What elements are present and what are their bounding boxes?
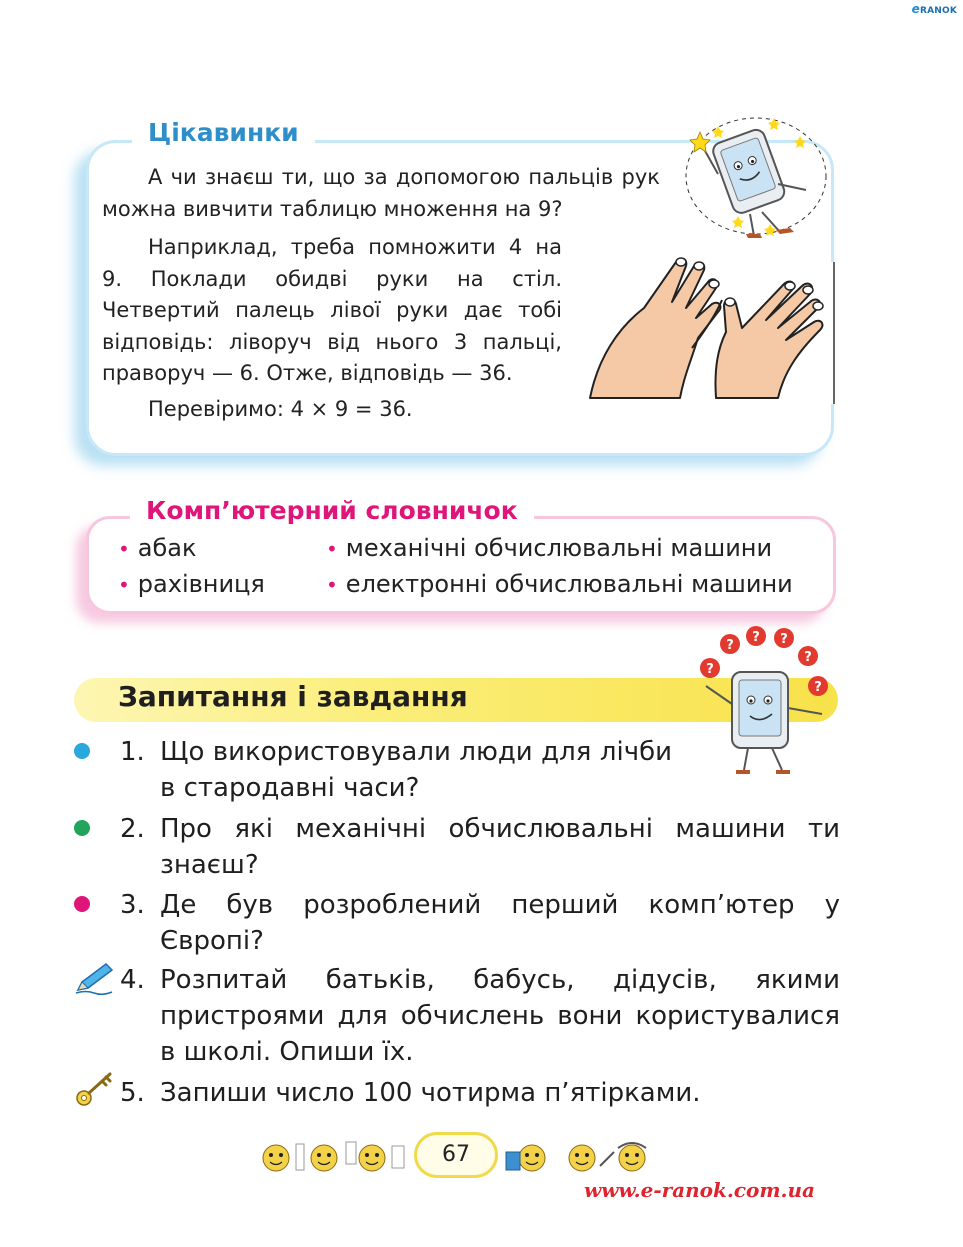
smiley-mascots-left-icon — [258, 1136, 408, 1176]
svg-text:?: ? — [780, 632, 788, 647]
tablet-mascot-question-icon — [688, 624, 836, 778]
publisher-logo: eRANOK — [911, 2, 957, 16]
dictionary-item: • абак — [118, 534, 197, 562]
questions-title: Запитання і завдання — [118, 680, 468, 713]
tablet-mascot-wand-icon — [678, 112, 828, 242]
svg-text:?: ? — [814, 680, 822, 695]
question-4: 4. Розпитай батьків, бабусь, дідусів, якими пристроями для обчислень вони користувалися в школі. Опиши їх. — [120, 965, 840, 1067]
question-3-bullet-icon — [74, 896, 90, 912]
bullet-icon: • — [326, 573, 338, 597]
dictionary-item: • електронні обчислювальні машини — [326, 570, 793, 598]
question-1: 1. Що використовували люди для лічби в стародавні часи? — [120, 737, 672, 803]
svg-text:?: ? — [752, 630, 760, 645]
svg-text:?: ? — [804, 650, 812, 665]
dictionary-box — [86, 516, 836, 614]
question-1-bullet-icon — [74, 743, 90, 759]
bullet-icon: • — [118, 537, 130, 561]
dictionary-item: • рахівниця — [118, 570, 265, 598]
question-2: 2. Про які механічні обчислювальні машини ти знаєш? — [120, 814, 840, 880]
hands-illustration-icon — [588, 248, 836, 404]
question-5: 5. Запиши число 100 чотирма п’ятірками. — [120, 1078, 701, 1108]
fact-paragraph-2: Наприклад, треба помножити 4 на 9. Поклади обидві руки на стіл. Четвертий палець лівої руки дає тобі відповідь: ліворуч від нього 3 пальці, праворуч — 6. Отже, відповідь — 36. — [102, 235, 562, 385]
page-number: 67 — [414, 1132, 498, 1178]
bullet-icon: • — [326, 537, 338, 561]
fact-paragraph-1: А чи знаєш ти, що за допомогою пальців рук можна вивчити таблицю множення на 9? — [102, 165, 660, 221]
website-link[interactable]: www.e-ranok.com.ua — [584, 1178, 815, 1202]
question-2-bullet-icon — [74, 820, 90, 836]
bullet-icon: • — [118, 573, 130, 597]
dictionary-title: Комп’ютерний словничок — [130, 496, 534, 525]
pencil-icon — [72, 960, 116, 996]
svg-text:?: ? — [726, 638, 734, 653]
svg-text:?: ? — [706, 662, 714, 677]
fact-paragraph-3: Перевіримо: 4 × 9 = 36. — [148, 397, 413, 421]
question-3: 3. Де був розроблений перший комп’ютер у Європі? — [120, 890, 840, 956]
key-icon — [72, 1070, 116, 1110]
dictionary-item: • механічні обчислювальні машини — [326, 534, 773, 562]
smiley-mascots-right-icon — [504, 1136, 654, 1176]
fact-box-title: Цікавинки — [132, 118, 315, 147]
